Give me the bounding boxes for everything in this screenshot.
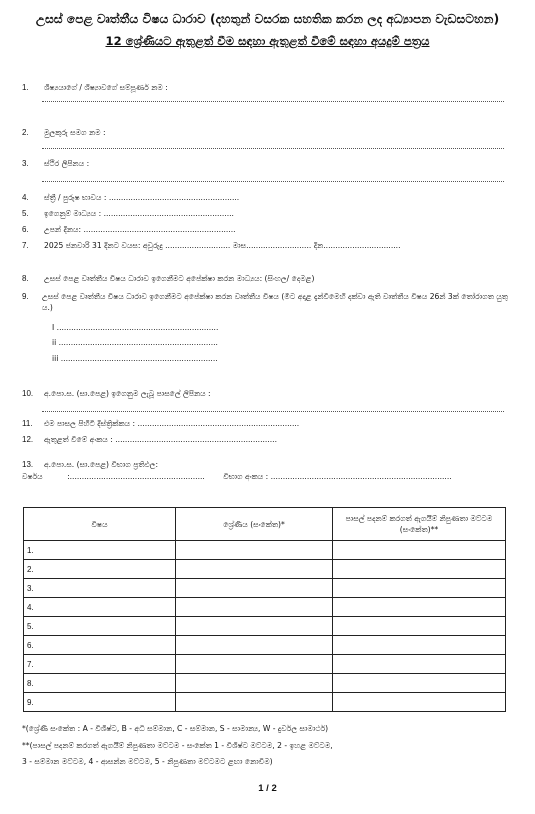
question-number: 10.	[22, 389, 34, 398]
question-1	[22, 83, 168, 93]
exam-year-line	[22, 472, 452, 482]
question-13	[22, 460, 158, 470]
index-field[interactable]: ...........................................................................	[270, 472, 452, 481]
question-7	[22, 241, 401, 251]
row-number: 5.	[24, 617, 176, 636]
table-row	[24, 636, 506, 655]
assessment-cell[interactable]	[333, 693, 506, 712]
answer-line[interactable]	[42, 411, 504, 412]
question-label: ඉගෙනුම් මාධ්‍යය : ......................................................	[44, 209, 234, 218]
row-number: 2.	[24, 560, 176, 579]
question-number: 2.	[22, 128, 29, 137]
form-subtitle: 12 ශ්‍රේණියට ඇතුළත් වීම සඳහා ඇතුළත් වීමේ සඳහා අයදුම් පත්‍රය	[105, 34, 430, 48]
year-label: වර්ෂය	[22, 472, 43, 481]
table-row	[24, 598, 506, 617]
grade-cell[interactable]	[176, 541, 333, 560]
row-number: 6.	[24, 636, 176, 655]
question-number: 13.	[22, 460, 34, 469]
row-number: 3.	[24, 579, 176, 598]
table-row	[24, 617, 506, 636]
question-11	[22, 419, 299, 429]
header-subject: විෂය	[24, 508, 176, 541]
question-number: 9.	[22, 292, 29, 301]
question-label: අ.පො.ස. (සා.පෙළ) විභාග ප්‍රතිඵල:	[44, 460, 158, 469]
grade-cell[interactable]	[176, 579, 333, 598]
assessment-cell[interactable]	[333, 674, 506, 693]
grade-symbol-note: *(ශ්‍රේණි සංකේත : A - විශිෂ්ට, B - අධි සම්මාන, C - සම්මාන, S - සාමාන්‍ය, W - දුර්වල සාමාර්ථ)	[22, 724, 329, 733]
answer-line[interactable]	[42, 148, 504, 149]
answer-line[interactable]	[42, 181, 504, 182]
row-number: 1.	[24, 541, 176, 560]
question-number: 4.	[22, 193, 29, 202]
question-number: 1.	[22, 83, 29, 92]
row-number: 7.	[24, 655, 176, 674]
question-9-label: උසස් පෙළ වෘත්තීය විෂය ධාරාව ඉගෙනීමට අපේක්ෂා කරන වෘත්තීය විෂය (මීට අදාළ දැන්වීමෙහි දක්වා ඇති වෘත්තීය විෂය 26න් 3ක් තෝරාගත යුතු ය.)	[42, 292, 508, 312]
question-12	[22, 435, 277, 445]
table-row	[24, 560, 506, 579]
assessment-cell[interactable]	[333, 655, 506, 674]
question-label: මුලකුරු සමග නම :	[44, 128, 106, 137]
table-row	[24, 541, 506, 560]
year-field[interactable]: :........................................................	[67, 472, 205, 481]
table-row	[24, 579, 506, 598]
results-table	[23, 507, 506, 712]
question-label: උපන් දිනය: ...............................................................	[44, 225, 236, 234]
grade-cell[interactable]	[176, 693, 333, 712]
header-grade: ශ්‍රේණිය (සංකේත)*	[176, 508, 333, 541]
grade-cell[interactable]	[176, 617, 333, 636]
assessment-symbol-note: **(පාසල් පදනම් කරගත් ඇගයීම් නිපුණතා මට්ටම - සංකේත 1 - විශිෂ්ට මට්ටම, 2 - ඉහළ මට්ටම,	[22, 741, 333, 750]
table-row	[24, 655, 506, 674]
question-4	[22, 193, 239, 203]
form-title: උසස් පෙළ වෘත්තීය විෂය ධාරාව (දහතුන් වසරක සහතික කරන ලද අධ්‍යාපන වැඩසටහන)	[35, 12, 500, 26]
assessment-cell[interactable]	[333, 617, 506, 636]
question-5	[22, 209, 234, 219]
question-number: 7.	[22, 241, 29, 250]
question-label: ඇතුළත් වීමේ අංකය : ...................................................................	[44, 435, 277, 444]
table-row	[24, 674, 506, 693]
subject-choice-3[interactable]: iii .................................................................	[52, 354, 218, 363]
question-label: 2025 ජනවාරි 31 දිනට වයස: අවුරුදු ........................... මාස........................... දින................................	[44, 241, 401, 250]
question-number: 3.	[22, 159, 29, 168]
question-label: ශිෂ්‍යයාගේ / ශිෂ්‍යාවගේ සම්පූර්ණ නම :	[44, 83, 168, 92]
question-6	[22, 225, 236, 235]
question-number: 11.	[22, 419, 33, 428]
grade-cell[interactable]	[176, 598, 333, 617]
table-header-row	[24, 508, 506, 541]
assessment-cell[interactable]	[333, 579, 506, 598]
subject-choice-1[interactable]: I ...................................................................	[52, 323, 219, 332]
question-label: එම පාසල පිහිටි දිස්ත්‍රික්කය : ...................................................................	[44, 419, 300, 428]
subject-choice-2[interactable]: ii ..................................................................	[52, 338, 218, 347]
question-label: ස්ථිර ලිපිනය :	[44, 159, 90, 168]
question-8	[22, 274, 314, 284]
index-label: විභාග අංකය :	[223, 472, 269, 481]
question-2	[22, 128, 106, 138]
header-school-assessment: පාසල් පදනම් කරගත් ඇගයීම් නිපුණතා මට්ටම (සංකේත)**	[333, 508, 506, 541]
answer-line[interactable]	[42, 101, 504, 102]
question-label: අ.පො.ස. (සා.පෙළ) ඉගෙනුම ලැබූ පාසලේ ලිපිනය :	[44, 389, 211, 398]
grade-cell[interactable]	[176, 636, 333, 655]
row-number: 8.	[24, 674, 176, 693]
assessment-cell[interactable]	[333, 560, 506, 579]
grade-cell[interactable]	[176, 655, 333, 674]
question-9-number	[22, 292, 42, 302]
assessment-symbol-note-cont: 3 - සම්මාන මට්ටම, 4 - ආසන්න මට්ටම, 5 - නිපුණතා මට්ටමට ළඟා නොවීම)	[22, 757, 273, 766]
question-number: 8.	[22, 274, 29, 283]
grade-cell[interactable]	[176, 674, 333, 693]
question-number: 5.	[22, 209, 29, 218]
assessment-cell[interactable]	[333, 636, 506, 655]
page-number: 1 / 2	[258, 783, 277, 794]
assessment-cell[interactable]	[333, 541, 506, 560]
row-number: 9.	[24, 693, 176, 712]
question-label: උසස් පෙළ වෘත්තීය විෂය ධාරාව ඉගෙනීමට අපේක්ෂා කරන මාධ්‍යය: (සිංහල/ දෙමළ)	[44, 274, 315, 283]
question-label: ස්ත්‍රී / පුරුෂ භාවය : ......................................................	[44, 193, 240, 202]
grade-cell[interactable]	[176, 560, 333, 579]
row-number: 4.	[24, 598, 176, 617]
assessment-cell[interactable]	[333, 598, 506, 617]
question-number: 6.	[22, 225, 29, 234]
table-row	[24, 693, 506, 712]
question-number: 12.	[22, 435, 34, 444]
question-10	[22, 389, 211, 399]
question-3	[22, 159, 89, 169]
